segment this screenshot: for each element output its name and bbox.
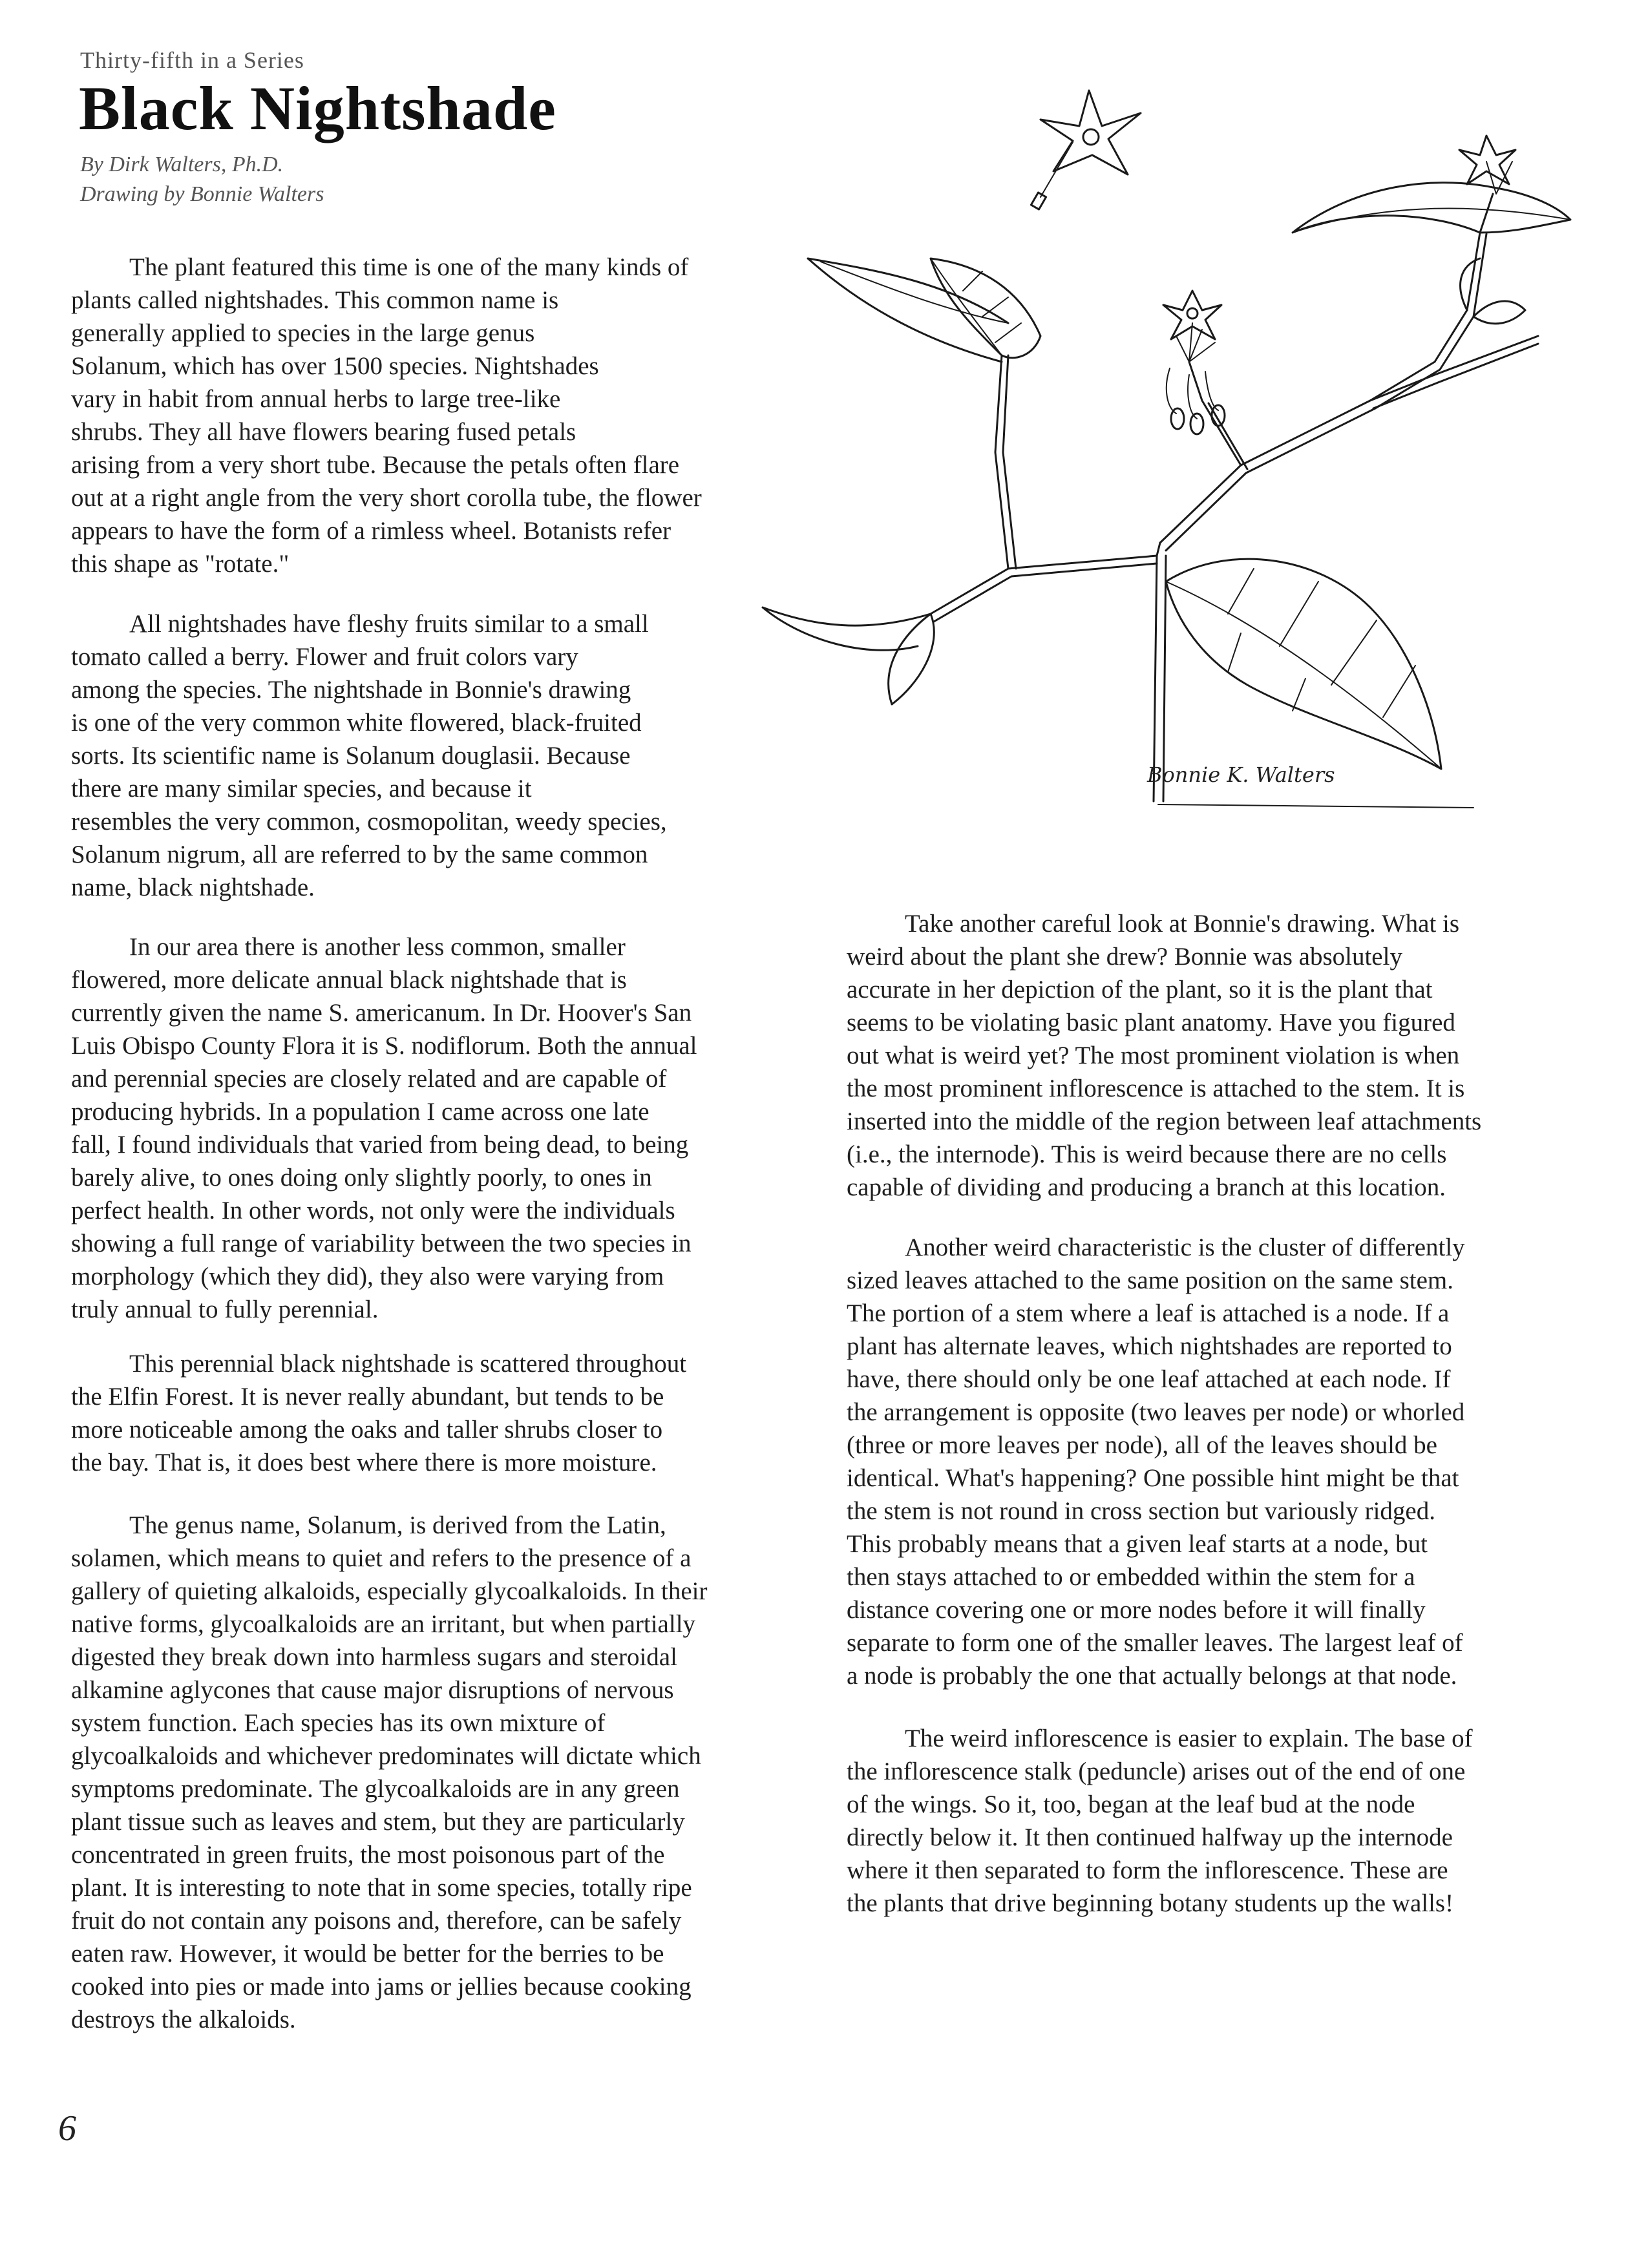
text-line: In our area there is another less common, smaller <box>129 933 626 961</box>
text-line: accurate in her depiction of the plant, so it is the plant that <box>847 976 1433 1003</box>
text-line: name, black nightshade. <box>71 874 315 901</box>
text-line: currently given the name S. americanum. In Dr. Hoover's San <box>71 999 692 1027</box>
text-line: the Elfin Forest. It is never really abundant, but tends to be <box>71 1383 664 1411</box>
text-line: All nightshades have fleshy fruits similar to a small <box>129 610 649 638</box>
text-line: capable of dividing and producing a branch at this location. <box>847 1173 1446 1201</box>
text-line: appears to have the form of a rimless wheel. Botanists refer <box>71 517 671 545</box>
text-line: truly annual to fully perennial. <box>71 1296 379 1323</box>
article-title: Black Nightshade <box>79 74 556 143</box>
text-line: the arrangement is opposite (two leaves per node) or whorled <box>847 1398 1465 1426</box>
text-line: digested they break down into harmless sugars and steroidal <box>71 1643 677 1671</box>
text-line: gallery of quieting alkaloids, especially glycoalkaloids. In their <box>71 1577 708 1605</box>
text-line: producing hybrids. In a population I came across one late <box>71 1098 650 1126</box>
text-line: morphology (which they did), they also were varying from <box>71 1263 664 1290</box>
text-line: solamen, which means to quiet and refers to the presence of a <box>71 1544 692 1572</box>
text-line: The plant featured this time is one of the many kinds of <box>129 253 689 281</box>
text-line: showing a full range of variability between the two species in <box>71 1230 692 1257</box>
text-line: barely alive, to ones doing only slightly poorly, to ones in <box>71 1164 652 1192</box>
text-line: plant. It is interesting to note that in some species, totally ripe <box>71 1874 692 1902</box>
text-line: The weird inflorescence is easier to explain. The base of <box>905 1725 1473 1752</box>
text-line: fall, I found individuals that varied from being dead, to being <box>71 1131 689 1159</box>
text-line: and perennial species are closely related and are capable of <box>71 1065 667 1093</box>
text-line: identical. What's happening? One possible hint might be that <box>847 1464 1459 1492</box>
text-line: the plants that drive beginning botany students up the walls! <box>847 1889 1454 1917</box>
text-line: tomato called a berry. Flower and fruit colors vary <box>71 643 578 671</box>
text-line: there are many similar species, and because it <box>71 775 532 803</box>
text-line: weird about the plant she drew? Bonnie was absolutely <box>847 943 1402 971</box>
text-line: seems to be violating basic plant anatomy. Have you figured <box>847 1009 1455 1036</box>
left-paragraph-5 <box>71 1509 776 2036</box>
text-line: where it then separated to form the inflorescence. These are <box>847 1856 1448 1884</box>
text-line: is one of the very common white flowered, black-fruited <box>71 709 642 737</box>
text-line: cooked into pies or made into jams or jellies because cooking <box>71 1973 692 2000</box>
text-line: more noticeable among the oaks and taller shrubs closer to <box>71 1416 663 1444</box>
text-line: arising from a very short tube. Because the petals often flare <box>71 451 680 479</box>
page-number: 6 <box>58 2108 76 2148</box>
text-line: sized leaves attached to the same position on the same stem. <box>847 1266 1453 1294</box>
text-line: the inflorescence stalk (peduncle) arises out of the end of one <box>847 1758 1466 1785</box>
text-line: eaten raw. However, it would be better for the berries to be <box>71 1940 664 1968</box>
text-line: out what is weird yet? The most prominent violation is when <box>847 1042 1460 1069</box>
text-line: Solanum nigrum, all are referred to by the same common <box>71 841 648 868</box>
text-line: fruit do not contain any poisons and, therefore, can be safely <box>71 1907 682 1935</box>
text-line: out at a right angle from the very short corolla tube, the flower <box>71 484 702 512</box>
text-line: this shape as "rotate." <box>71 550 290 578</box>
text-line: sorts. Its scientific name is Solanum douglasii. Because <box>71 742 631 770</box>
right-paragraph-2 <box>847 1231 1564 1692</box>
text-line: Luis Obispo County Flora it is S. nodiflorum. Both the annual <box>71 1032 697 1060</box>
author-byline: By Dirk Walters, Ph.D. <box>80 152 284 176</box>
text-line: system function. Each species has its own mixture of <box>71 1709 606 1737</box>
drawing-credit: Drawing by Bonnie Walters <box>80 182 324 206</box>
text-line: concentrated in green fruits, the most poisonous part of the <box>71 1841 665 1869</box>
text-line: separate to form one of the smaller leaves. The largest leaf of <box>847 1629 1463 1657</box>
left-paragraph-3 <box>71 930 776 1326</box>
left-paragraph-1 <box>71 251 776 580</box>
left-paragraph-2 <box>71 607 776 904</box>
text-line: Another weird characteristic is the cluster of differently <box>905 1234 1465 1261</box>
text-line: perfect health. In other words, not only were the individuals <box>71 1197 675 1224</box>
text-line: The portion of a stem where a leaf is attached is a node. If a <box>847 1299 1450 1327</box>
text-line: of the wings. So it, too, began at the leaf bud at the node <box>847 1790 1415 1818</box>
text-line: symptoms predominate. The glycoalkaloids are in any green <box>71 1775 680 1803</box>
text-line: a node is probably the one that actually belongs at that node. <box>847 1662 1457 1690</box>
text-line: the bay. That is, it does best where there is more moisture. <box>71 1449 657 1476</box>
text-line: glycoalkaloids and whichever predominates will dictate which <box>71 1742 701 1770</box>
series-label: Thirty-fifth in a Series <box>80 47 304 73</box>
right-paragraph-3 <box>847 1722 1564 1920</box>
left-paragraph-4 <box>71 1347 776 1479</box>
text-line: have, there should only be one leaf attached at each node. If <box>847 1365 1451 1393</box>
text-line: plant has alternate leaves, which nightshades are reported to <box>847 1332 1452 1360</box>
text-line: shrubs. They all have flowers bearing fused petals <box>71 418 576 446</box>
text-line: vary in habit from annual herbs to large tree-like <box>71 385 561 413</box>
text-line: flowered, more delicate annual black nightshade that is <box>71 966 627 994</box>
text-line: generally applied to species in the large genus <box>71 319 535 347</box>
text-line: inserted into the middle of the region between leaf attachments <box>847 1108 1482 1135</box>
text-line: destroys the alkaloids. <box>71 2006 296 2033</box>
text-line: Solanum, which has over 1500 species. Nightshades <box>71 352 599 380</box>
text-line: directly below it. It then continued halfway up the internode <box>847 1823 1453 1851</box>
text-line: native forms, glycoalkaloids are an irritant, but when partially <box>71 1610 696 1638</box>
illustrator-signature: Bonnie K. Walters <box>1147 762 1335 787</box>
text-line: the stem is not round in cross section but variously ridged. <box>847 1497 1435 1525</box>
nightshade-illustration <box>737 65 1616 840</box>
text-line: (three or more leaves per node), all of the leaves should be <box>847 1431 1437 1459</box>
text-line: the most prominent inflorescence is attached to the stem. It is <box>847 1075 1465 1102</box>
text-line: among the species. The nightshade in Bonnie's drawing <box>71 676 631 704</box>
text-line: This probably means that a given leaf starts at a node, but <box>847 1530 1428 1558</box>
text-line: alkamine aglycones that cause major disruptions of nervous <box>71 1676 674 1704</box>
text-line: plants called nightshades. This common name is <box>71 286 559 314</box>
text-line: plant tissue such as leaves and stem, but they are particularly <box>71 1808 685 1836</box>
text-line: distance covering one or more nodes before it will finally <box>847 1596 1426 1624</box>
text-line: resembles the very common, cosmopolitan, weedy species, <box>71 808 667 835</box>
text-line: (i.e., the internode). This is weird because there are no cells <box>847 1140 1447 1168</box>
text-line: Take another careful look at Bonnie's drawing. What is <box>905 910 1460 938</box>
text-line: then stays attached to or embedded within the stem for a <box>847 1563 1415 1591</box>
text-line: This perennial black nightshade is scattered throughout <box>129 1350 687 1378</box>
text-line: The genus name, Solanum, is derived from the Latin, <box>129 1511 666 1539</box>
right-paragraph-1 <box>847 907 1564 1204</box>
